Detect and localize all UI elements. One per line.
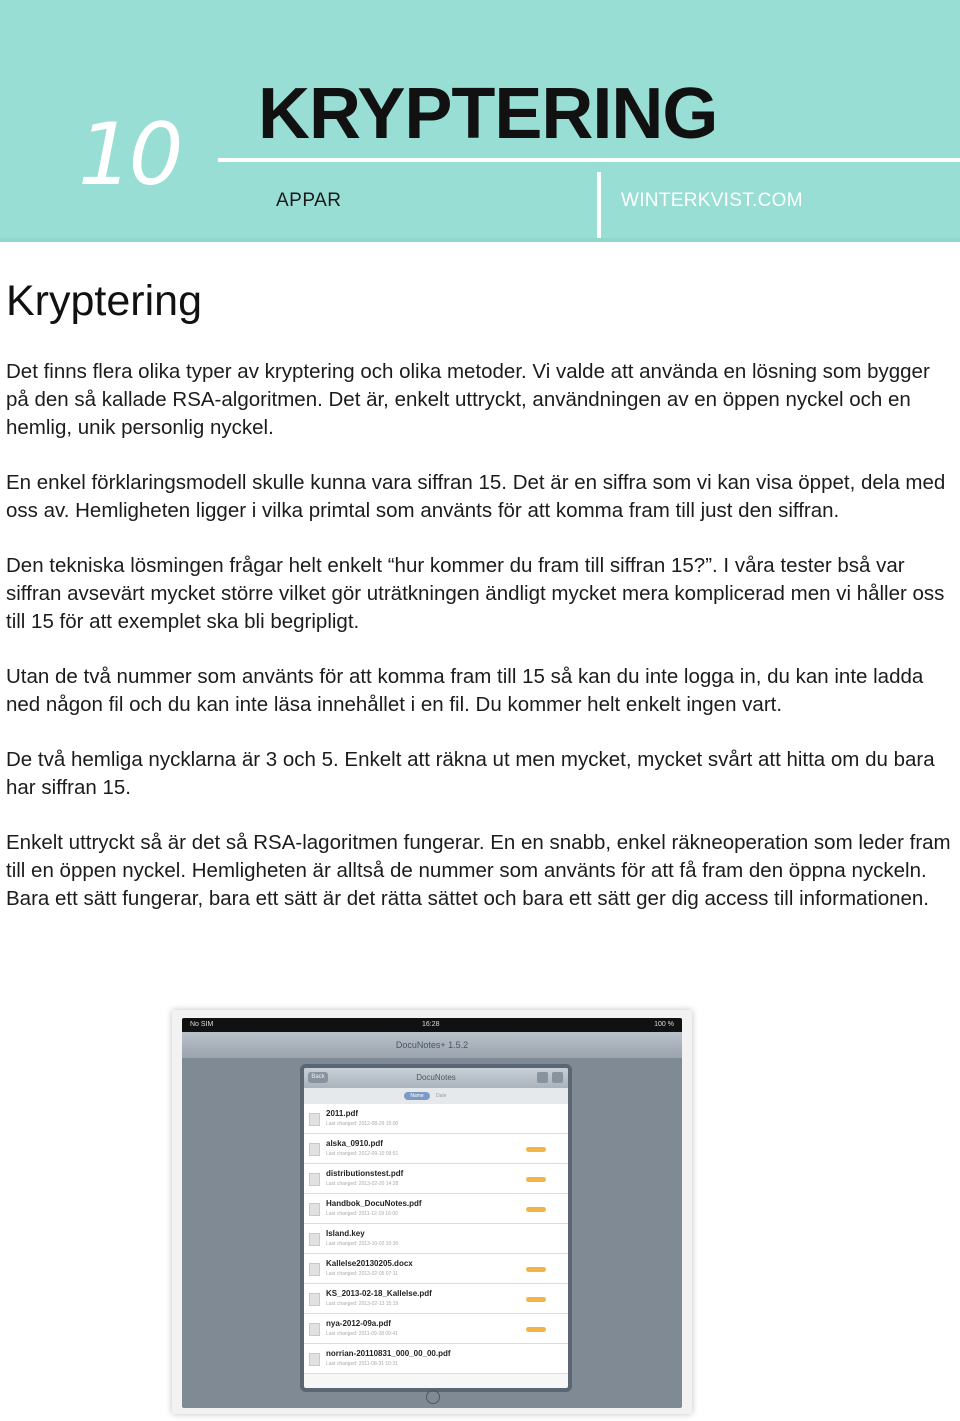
popover-header	[304, 1068, 568, 1088]
document-icon	[309, 1293, 320, 1306]
file-name: nya-2012-09a.pdf	[326, 1319, 391, 1328]
paragraph: En enkel förklaringsmodell skulle kunna vara siffran 15. Det är en siffra som vi kan visa öppet, dela med oss av. Hemligheten ligger i vilka primtal som använts för att komma fram till just den siffran.	[6, 471, 946, 522]
paragraph: Den tekniska lösmingen frågar helt enkelt “hur kommer du fram till siffran 15?”. I våra tester bså var siffran avsevärt mycket större vilket gör uträtkningen ändligt mycket mera komplicerad men vi håller oss till 15 för att exemplet ska bli begripligt.	[6, 554, 945, 633]
file-tag-icon	[526, 1147, 546, 1152]
app-screenshot	[172, 1010, 692, 1414]
trash-icon[interactable]	[552, 1072, 563, 1083]
file-date: Last changed: 2013-02-05 07:11	[326, 1271, 398, 1277]
file-name: Kallelse20130205.docx	[326, 1259, 413, 1268]
file-date: Last changed: 2011-09-28 09:41	[326, 1331, 398, 1337]
document-icon	[309, 1323, 320, 1336]
banner-divider	[218, 158, 960, 162]
document-icon	[309, 1113, 320, 1126]
file-name: KS_2013-02-18_Kallelse.pdf	[326, 1289, 432, 1298]
paragraph: Enkelt uttryckt så är det så RSA-lagoritmen fungerar. En en snabb, enkel räkneoperation som leder fram till en öppen nyckel. Hemligheten är alltså de nummer som använts för att få fram den öppna nyckeln. Bara ett sätt fungerar, bara ett sätt är det rätta sättet och bara ett sätt ger dig access till informationen.	[6, 831, 951, 910]
file-tag-icon	[526, 1177, 546, 1182]
file-name: distributionstest.pdf	[326, 1169, 404, 1178]
file-row[interactable]	[304, 1164, 568, 1194]
file-name: Island.key	[326, 1229, 365, 1238]
file-row[interactable]	[304, 1104, 568, 1134]
clock-label: 16:28	[422, 1021, 440, 1028]
file-tag-icon	[526, 1297, 546, 1302]
document-icon	[309, 1353, 320, 1366]
file-name: 2011.pdf	[326, 1109, 359, 1118]
file-tag-icon	[526, 1327, 546, 1332]
banner-vertical-divider	[597, 172, 601, 240]
document-icon	[309, 1263, 320, 1276]
chapter-number: 10	[78, 105, 180, 205]
file-date: Last changed: 2012-09-10 09:51	[326, 1151, 399, 1157]
document-icon	[309, 1203, 320, 1216]
document-icon	[309, 1143, 320, 1156]
file-date: Last changed: 2013-02-13 15:19	[326, 1301, 399, 1307]
file-tag-icon	[526, 1207, 546, 1212]
file-name: Handbok_DocuNotes.pdf	[326, 1199, 422, 1208]
paragraph: Utan de två nummer som använts för att komma fram till 15 så kan du inte logga in, du kan inte ladda ned någon fil och du kan inte läsa innehållet i en fil. Du kommer helt enkelt ingen vart.	[6, 665, 924, 716]
article-body	[6, 358, 954, 940]
file-date: Last changed: 2011-12-19 16:00	[326, 1211, 398, 1217]
home-button[interactable]	[426, 1390, 440, 1404]
file-row[interactable]	[304, 1224, 568, 1254]
app-title-bar: DocuNotes+ 1.5.2	[182, 1032, 682, 1058]
file-row[interactable]	[304, 1254, 568, 1284]
file-date: Last changed: 2013-02-20 14:28	[326, 1181, 399, 1187]
back-button[interactable]: Back	[308, 1072, 328, 1083]
sort-name-button[interactable]: Name	[404, 1092, 430, 1100]
chapter-banner	[0, 0, 960, 242]
document-icon	[309, 1233, 320, 1246]
file-row[interactable]	[304, 1314, 568, 1344]
file-date: Last changed: 2011-08-31 10:31	[326, 1361, 398, 1367]
sort-date-button[interactable]: Date	[436, 1093, 447, 1099]
banner-edge	[0, 238, 960, 242]
paragraph: Det finns flera olika typer av kryptering och olika metoder. Vi valde att använda en lösning som bygger på den så kallade RSA-algoritmen. Det är, enkelt uttryckt, användningen av en öppen nyckel och en hemlig, unik personlig nyckel.	[6, 360, 930, 439]
file-date: Last changed: 2013-10-02 10:30	[326, 1241, 399, 1247]
file-name: alska_0910.pdf	[326, 1139, 383, 1148]
file-list	[304, 1104, 568, 1374]
file-row[interactable]	[304, 1284, 568, 1314]
edit-icon[interactable]	[537, 1072, 548, 1083]
file-name: norrian-20110831_000_00_00.pdf	[326, 1349, 451, 1358]
status-bar	[182, 1018, 682, 1032]
file-row[interactable]	[304, 1134, 568, 1164]
popover-title: DocuNotes	[416, 1073, 456, 1082]
file-row[interactable]	[304, 1194, 568, 1224]
sort-segmented-control	[304, 1088, 568, 1104]
file-tag-icon	[526, 1267, 546, 1272]
battery-label: 100 %	[654, 1021, 674, 1028]
paragraph: De två hemliga nycklarna är 3 och 5. Enkelt att räkna ut men mycket, mycket svårt att hitta om du bara har siffran 15.	[6, 748, 935, 799]
site-label: WINTERKVIST.COM	[621, 190, 803, 211]
document-icon	[309, 1173, 320, 1186]
file-browser-popover	[300, 1064, 572, 1392]
file-row[interactable]	[304, 1344, 568, 1374]
article-heading: Kryptering	[6, 277, 202, 325]
chapter-title: KRYPTERING	[258, 74, 718, 154]
section-label: APPAR	[276, 190, 342, 211]
carrier-label: No SIM	[190, 1021, 214, 1028]
tablet-screen	[182, 1018, 682, 1408]
file-date: Last changed: 2012-08-29 15:00	[326, 1121, 399, 1127]
